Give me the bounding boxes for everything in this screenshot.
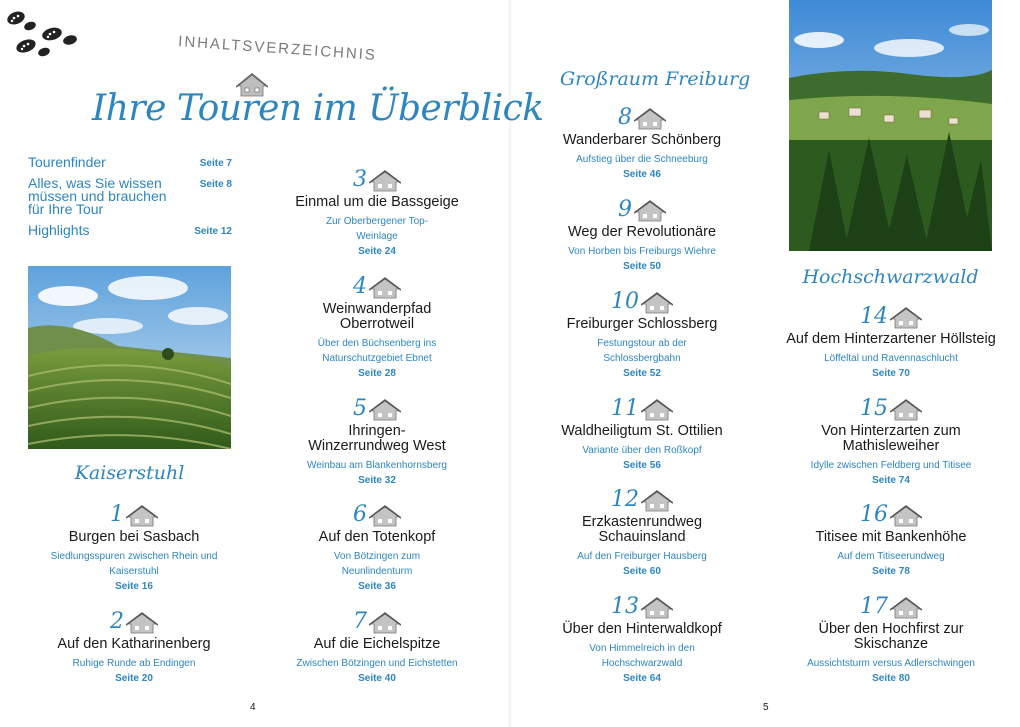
tour-title: Auf den Totenkopf <box>318 529 436 545</box>
tour-subtitle: Idylle zwischen Feldberg und Titisee <box>810 460 972 471</box>
tour-page: Seite 16 <box>115 581 153 592</box>
hut-icon <box>890 306 922 330</box>
tour-number: 17 <box>860 594 888 619</box>
tour-number: 3 <box>353 167 367 192</box>
tour-page: Seite 36 <box>358 581 396 592</box>
hut-icon <box>369 398 401 422</box>
tour-subtitle: Von Horben bis Freiburgs Wiehre <box>568 246 716 257</box>
tour-page: Seite 74 <box>872 475 910 486</box>
tour-subtitle: Von Bötzingen zum Neunlindenturm <box>333 551 421 577</box>
tour-page: Seite 40 <box>358 673 396 684</box>
tour-entry[interactable] <box>34 500 234 594</box>
hut-icon <box>890 398 922 422</box>
tour-page: Seite 50 <box>623 261 661 272</box>
toc-row[interactable] <box>28 177 232 216</box>
tour-entry[interactable] <box>290 607 464 686</box>
tour-entry[interactable] <box>290 272 464 381</box>
toc-label: Highlights <box>28 222 90 238</box>
tour-subtitle: Variante über den Roßkopf <box>582 445 702 456</box>
hut-icon <box>369 611 401 635</box>
toc-page: Seite 12 <box>194 226 232 237</box>
tour-number: 12 <box>611 487 639 512</box>
hut-icon <box>641 398 673 422</box>
tour-number: 5 <box>353 396 367 421</box>
tour-title: Über den Hochfirst zur Skischanze <box>818 621 964 652</box>
tour-number: 10 <box>611 289 639 314</box>
tour-title: Einmal um die Bassgeige <box>295 194 459 210</box>
section-kicker: INHALTSVERZEICHNIS <box>177 33 378 64</box>
tour-number: 1 <box>110 502 124 527</box>
tour-number: 15 <box>860 396 888 421</box>
toc-label: Tourenfinder <box>28 154 106 170</box>
toc-page: Seite 8 <box>199 179 232 190</box>
tour-subtitle: Auf dem Titiseerundweg <box>837 551 945 562</box>
toc-list <box>28 156 232 245</box>
hut-icon <box>369 169 401 193</box>
tour-number: 16 <box>860 502 888 527</box>
tour-page: Seite 60 <box>623 566 661 577</box>
tour-title: Wanderbarer Schönberg <box>562 132 722 148</box>
toc-row[interactable] <box>28 156 232 169</box>
tour-entry[interactable] <box>290 394 464 488</box>
tour-subtitle: Auf den Freiburger Hausberg <box>577 551 707 562</box>
tour-entry[interactable] <box>558 485 726 579</box>
tour-title: Ihringen-Winzerrundweg West <box>308 423 446 454</box>
tour-entry[interactable] <box>785 500 997 579</box>
hut-icon <box>641 489 673 513</box>
page-number-left: 4 <box>250 702 256 713</box>
tour-title: Über den Hinterwaldkopf <box>562 621 722 637</box>
tour-page: Seite 64 <box>623 673 661 684</box>
hut-icon <box>369 504 401 528</box>
tour-page: Seite 80 <box>872 673 910 684</box>
tour-page: Seite 46 <box>623 169 661 180</box>
tour-subtitle: Löffeltal und Ravennaschlucht <box>824 353 958 364</box>
tour-subtitle: Zwischen Bötzingen und Eichstetten <box>296 658 458 669</box>
tour-number: 4 <box>353 274 367 299</box>
tour-entry[interactable] <box>34 607 234 686</box>
toc-page: Seite 7 <box>199 158 232 169</box>
hut-icon <box>890 596 922 620</box>
page-title: Ihre Touren im Überblick <box>92 88 544 129</box>
tour-title: Waldheiligtum St. Ottilien <box>561 423 723 439</box>
tour-entry[interactable] <box>290 500 464 594</box>
tour-page: Seite 20 <box>115 673 153 684</box>
tour-entry[interactable] <box>558 394 726 473</box>
tour-entry[interactable] <box>290 165 464 259</box>
tour-entry[interactable] <box>558 103 726 182</box>
tour-title: Weinwanderpfad Oberrotweil <box>322 301 432 332</box>
section-heading-hochschwarzwald: Hochschwarzwald <box>802 266 979 288</box>
tour-subtitle: Siedlungsspuren zwischen Rhein und Kaiserstuhl <box>50 551 218 577</box>
tour-title: Burgen bei Sasbach <box>68 529 200 545</box>
tour-number: 2 <box>110 609 124 634</box>
tour-subtitle: Über den Büchsenberg ins Naturschutzgebiet Ebnet <box>317 338 437 364</box>
tour-page: Seite 70 <box>872 368 910 379</box>
tour-subtitle: Aufstieg über die Schneeburg <box>576 154 708 165</box>
hut-icon <box>126 504 158 528</box>
tour-number: 6 <box>353 502 367 527</box>
tour-page: Seite 32 <box>358 475 396 486</box>
tour-title: Auf den Katharinenberg <box>57 636 211 652</box>
tour-page: Seite 52 <box>623 368 661 379</box>
toc-label: Alles, was Sie wissen müssen und brauchen für Ihre Tour <box>28 175 167 217</box>
tour-entry[interactable] <box>785 302 997 381</box>
tour-page: Seite 78 <box>872 566 910 577</box>
tour-subtitle: Festungstour ab der Schlossbergbahn <box>597 338 687 364</box>
tour-entry[interactable] <box>558 195 726 274</box>
tour-subtitle: Weinbau am Blankenhornsberg <box>307 460 447 471</box>
section-heading-freiburg: Großraum Freiburg <box>560 68 751 90</box>
tour-number: 14 <box>860 304 888 329</box>
tour-number: 7 <box>353 609 367 634</box>
tour-subtitle: Aussichtsturm versus Adlerschwingen <box>807 658 975 669</box>
toc-row[interactable] <box>28 224 232 237</box>
tour-page: Seite 24 <box>358 246 396 257</box>
tour-title: Auf die Eichelspitze <box>313 636 441 652</box>
hut-icon <box>126 611 158 635</box>
tour-entry[interactable] <box>558 592 726 686</box>
tour-title: Titisee mit Bankenhöhe <box>815 529 967 545</box>
tour-title: Erzkastenrundweg Schauinsland <box>581 514 703 545</box>
tour-title: Von Hinterzarten zum Mathisleweiher <box>821 423 961 454</box>
tour-number: 13 <box>611 594 639 619</box>
tour-entry[interactable] <box>558 287 726 381</box>
hut-icon <box>890 504 922 528</box>
hut-icon <box>641 596 673 620</box>
footprints-icon <box>4 4 84 60</box>
tour-page: Seite 56 <box>623 460 661 471</box>
tour-subtitle: Ruhige Runde ab Endingen <box>72 658 196 669</box>
forest-photo <box>789 0 992 251</box>
hut-icon <box>634 199 666 223</box>
tour-subtitle: Von Himmelreich in den Hochschwarzwald <box>589 643 695 669</box>
tour-page: Seite 28 <box>358 368 396 379</box>
hut-icon <box>369 276 401 300</box>
section-heading-kaiserstuhl: Kaiserstuhl <box>74 462 185 484</box>
tour-number: 8 <box>618 105 632 130</box>
vineyard-photo <box>28 266 231 449</box>
page-number-right: 5 <box>763 702 769 713</box>
tour-number: 9 <box>618 197 632 222</box>
tour-title: Auf dem Hinterzartener Höllsteig <box>786 331 996 347</box>
hut-icon <box>641 291 673 315</box>
tour-number: 11 <box>611 396 639 421</box>
tour-title: Weg der Revolutionäre <box>567 224 717 240</box>
hut-icon <box>634 107 666 131</box>
tour-entry[interactable] <box>785 592 997 686</box>
tour-title: Freiburger Schlossberg <box>566 316 718 332</box>
tour-entry[interactable] <box>785 394 997 488</box>
tour-subtitle: Zur Oberbergener Top-Weinlage <box>325 216 429 242</box>
